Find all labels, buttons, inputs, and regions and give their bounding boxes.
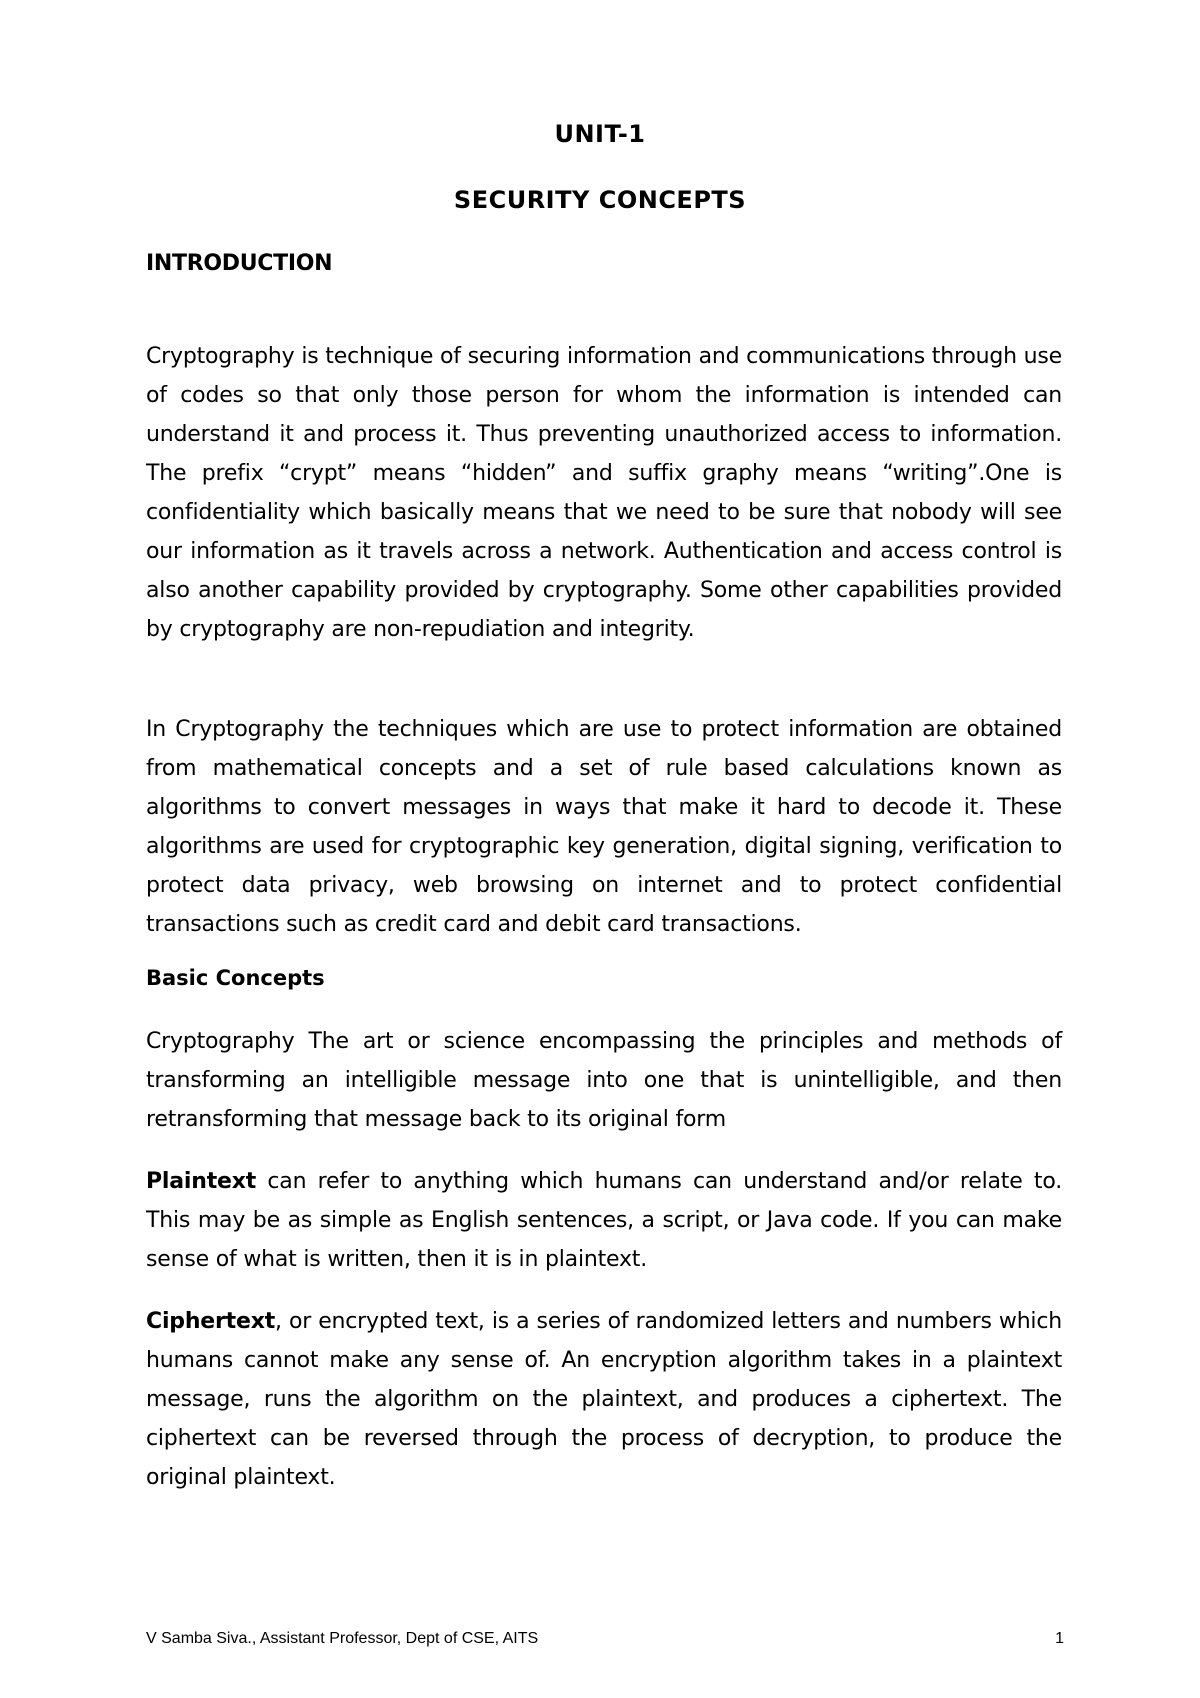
plaintext-term: Plaintext [146,1169,257,1194]
page-title: SECURITY CONCEPTS [453,186,747,214]
ciphertext-term: Ciphertext [146,1309,276,1334]
plaintext-description: can refer to anything which humans can understand and/or relate to. This may be as simple as English sentences, a script, or Java code. If you can make sense of what is written, then it is in plaintext. [146,1169,1062,1272]
cryptography-definition: Cryptography The art or science encompassing the principles and methods of transforming an intelligible message into one that is unintelligible, and then retransforming that message back to its original form [146,1029,1062,1132]
introduction-heading: INTRODUCTION [146,251,333,276]
basic-concepts-heading: Basic Concepts [146,966,325,990]
page-number: 1 [1055,1630,1064,1647]
unit-title: UNIT-1 [554,120,646,148]
ciphertext-description: , or encrypted text, is a series of randomized letters and numbers which humans cannot make any sense of. An encryption algorithm takes in a plaintext message, runs the algorithm on the plaintext, and produces a ciphertext. The ciphertext can be reversed through the process of decryption, to produce the original plaintext. [146,1309,1062,1490]
footer-author: V Samba Siva., Assistant Professor, Dept of CSE, AITS [146,1630,539,1647]
plaintext-definition [146,1162,1062,1279]
ciphertext-definition [146,1302,1062,1497]
introduction-paragraph-1: Cryptography is technique of securing information and communications through use of codes so that only those person for whom the information is intended can understand it and process it. Thus preventing unauthorized access to information. The prefix “crypt” means “hidden” and suffix graphy means “writing”.One is confidentiality which basically means that we need to be sure that nobody will see our information as it travels across a network. Authentication and access control is also another capability provided by cryptography. Some other capabilities provided by cryptography are non-repudiation and integrity. [146,344,1062,642]
introduction-paragraph-2: In Cryptography the techniques which are use to protect information are obtained from mathematical concepts and a set of rule based calculations known as algorithms to convert messages in ways that make it hard to decode it. These algorithms are used for cryptographic key generation, digital signing, verification to protect data privacy, web browsing on internet and to protect confidential transactions such as credit card and debit card transactions. [146,717,1062,937]
